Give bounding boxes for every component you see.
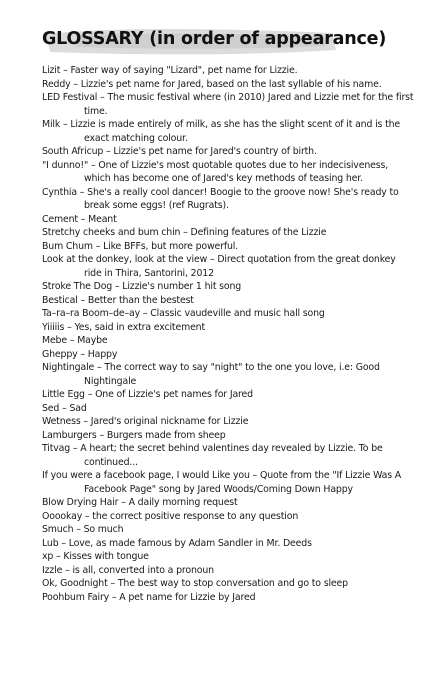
glossary-definition: Yes, said in extra excitement — [74, 321, 205, 333]
term-separator: – — [59, 402, 70, 414]
glossary-entry — [42, 577, 414, 591]
term-separator: – — [107, 578, 118, 589]
term-separator: – — [82, 510, 93, 522]
term-separator: – — [96, 429, 107, 441]
glossary-term: Yiiiiis — [42, 321, 65, 333]
glossary-term: LED Festival — [42, 92, 98, 103]
glossary-term: Lizit — [42, 65, 61, 76]
glossary-definition: Faster way of saying "Lizard", pet name for Lizzie. — [70, 65, 298, 76]
glossary-term: Blow Drying Hair — [42, 497, 119, 508]
term-separator: – — [77, 213, 89, 225]
term-separator: – — [66, 335, 78, 346]
term-separator: – — [77, 294, 88, 306]
glossary-definition: Happy — [87, 348, 118, 360]
glossary-entry — [42, 348, 414, 362]
glossary-entry — [42, 388, 414, 402]
glossary-definition: Lizzie is made entirely of milk, as she has the slight scent of it and is the exact matching colour. — [70, 119, 401, 144]
glossary-entry — [42, 537, 414, 551]
glossary-term: Mebe — [42, 335, 67, 346]
glossary-definition: Lizzie's pet name for Jared, based on the last syllable of his name. — [80, 78, 382, 90]
glossary-term: Stretchy cheeks and bum chin — [42, 227, 181, 238]
glossary-definition: A pet name for Lizzie by Jared — [119, 591, 256, 603]
glossary-term: Look at the donkey, look at the view — [42, 254, 208, 265]
term-separator: – — [97, 92, 108, 103]
glossary-definition: One of Lizzie's most quotable quotes due to her indecisiveness, which has become one of Jared's key methods of teasing her. — [84, 159, 389, 184]
glossary-definition: So much — [83, 524, 124, 535]
glossary-definition: Kisses with tongue — [63, 551, 149, 562]
glossary-term: Bum Chum — [42, 240, 93, 252]
glossary-term: Nightingale — [42, 362, 95, 373]
glossary-definition: is all, converted into a pronoun — [72, 564, 214, 576]
glossary-entry — [42, 402, 414, 416]
glossary-term: Poohbum Fairy — [42, 591, 110, 603]
glossary-definition: The music festival where (in 2010) Jared and Lizzie met for the first time. — [84, 92, 414, 117]
glossary-term: Titvag — [42, 443, 71, 454]
glossary-term: Ok, Goodnight — [42, 578, 108, 589]
term-separator: – — [112, 281, 123, 292]
glossary-entry — [42, 564, 414, 578]
glossary-definition: Quote from the "If Lizzie Was A Facebook Page" song by Jared Woods/Coming Down Happy — [84, 470, 402, 495]
glossary-term: xp — [42, 551, 54, 562]
glossary-definition: the correct positive response to any question — [92, 510, 299, 522]
glossary-term: South Africup — [42, 146, 104, 157]
term-separator: – — [77, 348, 88, 360]
glossary-entry — [42, 429, 414, 443]
glossary-entry — [42, 186, 414, 213]
glossary-entry — [42, 64, 414, 78]
term-separator: – — [94, 362, 105, 373]
term-separator: – — [92, 240, 104, 252]
glossary-list — [42, 64, 414, 604]
term-separator: – — [109, 591, 120, 603]
term-separator: – — [73, 524, 84, 535]
glossary-entry — [42, 240, 414, 254]
term-separator: – — [84, 389, 96, 400]
glossary-term: Gheppy — [42, 348, 78, 360]
term-separator: – — [103, 146, 114, 157]
term-separator: – — [64, 321, 75, 333]
glossary-entry — [42, 91, 414, 118]
glossary-entry — [42, 334, 414, 348]
glossary-term: Cynthia — [42, 186, 77, 198]
glossary-entry — [42, 294, 414, 308]
glossary-definition: Classic vaudeville and music hall song — [150, 308, 325, 319]
term-separator: – — [70, 78, 81, 90]
glossary-definition: Like BFFs, but more powerful. — [103, 240, 239, 252]
glossary-definition: Jared's original nickname for Lizzie — [90, 416, 249, 427]
term-separator: – — [207, 254, 218, 265]
glossary-heading — [40, 24, 387, 60]
term-separator: – — [118, 497, 129, 508]
glossary-entry — [42, 321, 414, 335]
glossary-entry — [42, 523, 414, 537]
glossary-entry — [42, 496, 414, 510]
glossary-definition: She's a really cool dancer! Boogie to the groove now! She's ready to break some eggs! (ref Rugrats). — [84, 186, 399, 211]
glossary-definition: One of Lizzie's pet names for Jared — [95, 389, 253, 400]
glossary-definition: Burgers made from sheep — [106, 429, 226, 441]
glossary-definition: Lizzie's pet name for Jared's country of birth. — [113, 146, 317, 157]
glossary-entry — [42, 591, 414, 605]
term-separator: – — [76, 186, 88, 198]
glossary-entry — [42, 213, 414, 227]
glossary-term: If you were a facebook page, I would Like you — [42, 470, 250, 481]
glossary-entry — [42, 550, 414, 564]
term-separator: – — [60, 119, 71, 130]
term-separator: – — [140, 308, 151, 319]
page-title: GLOSSARY (in order of appearance) — [42, 29, 387, 49]
glossary-term: "I dunno!" — [42, 159, 89, 171]
term-separator: – — [53, 551, 64, 562]
glossary-definition: Sad — [69, 402, 87, 414]
glossary-definition: A daily morning request — [128, 497, 238, 508]
glossary-definition: The correct way to say "night" to the one you love, i.e: Good Nightingale — [84, 362, 380, 387]
glossary-term: Ooookay — [42, 510, 83, 522]
glossary-entry — [42, 307, 414, 321]
glossary-term: Lamburgers — [42, 429, 97, 441]
glossary-definition: Better than the bestest — [87, 294, 194, 306]
glossary-entry — [42, 415, 414, 429]
glossary-term: Izzle — [42, 564, 63, 576]
glossary-entry — [42, 118, 414, 145]
glossary-entry — [42, 361, 414, 388]
glossary-entry — [42, 442, 414, 469]
term-separator: – — [60, 65, 71, 76]
glossary-term: Little Egg — [42, 389, 85, 400]
glossary-entry — [42, 510, 414, 524]
glossary-definition: Love, as made famous by Adam Sandler in Mr. Deeds — [68, 537, 312, 549]
glossary-term: Sed — [42, 402, 60, 414]
glossary-term: Stroke The Dog — [42, 281, 113, 292]
glossary-term: Lub — [42, 537, 59, 549]
glossary-entry — [42, 469, 414, 496]
glossary-entry — [42, 159, 414, 186]
glossary-definition: The best way to stop conversation and go to sleep — [117, 578, 348, 589]
glossary-term: Smuch — [42, 524, 74, 535]
glossary-definition: Defining features of the Lizzie — [190, 227, 327, 238]
glossary-term: Reddy — [42, 78, 71, 90]
glossary-entry — [42, 145, 414, 159]
glossary-term: Wetness — [42, 416, 81, 427]
term-separator: – — [80, 416, 91, 427]
glossary-definition: Maybe — [77, 335, 108, 346]
term-separator: – — [249, 470, 260, 481]
glossary-entry — [42, 78, 414, 92]
glossary-definition: A heart; the secret behind valentines day revealed by Lizzie. To be continued... — [80, 443, 383, 468]
term-separator: – — [70, 443, 81, 454]
glossary-definition: Lizzie's number 1 hit song — [122, 281, 242, 292]
term-separator: – — [62, 564, 73, 576]
glossary-term: Cement — [42, 213, 78, 225]
glossary-definition: Direct quotation from the great donkey ride in Thira, Santorini, 2012 — [84, 254, 396, 279]
glossary-term: Milk — [42, 119, 61, 130]
term-separator: – — [58, 537, 69, 549]
glossary-entry — [42, 253, 414, 280]
glossary-entry — [42, 280, 414, 294]
term-separator: – — [88, 159, 99, 171]
glossary-term: Bestical — [42, 294, 78, 306]
glossary-definition: Meant — [88, 213, 117, 225]
glossary-entry — [42, 226, 414, 240]
glossary-term: Ta–ra–ra Boom–de–ay — [42, 308, 141, 319]
term-separator: – — [180, 227, 191, 238]
